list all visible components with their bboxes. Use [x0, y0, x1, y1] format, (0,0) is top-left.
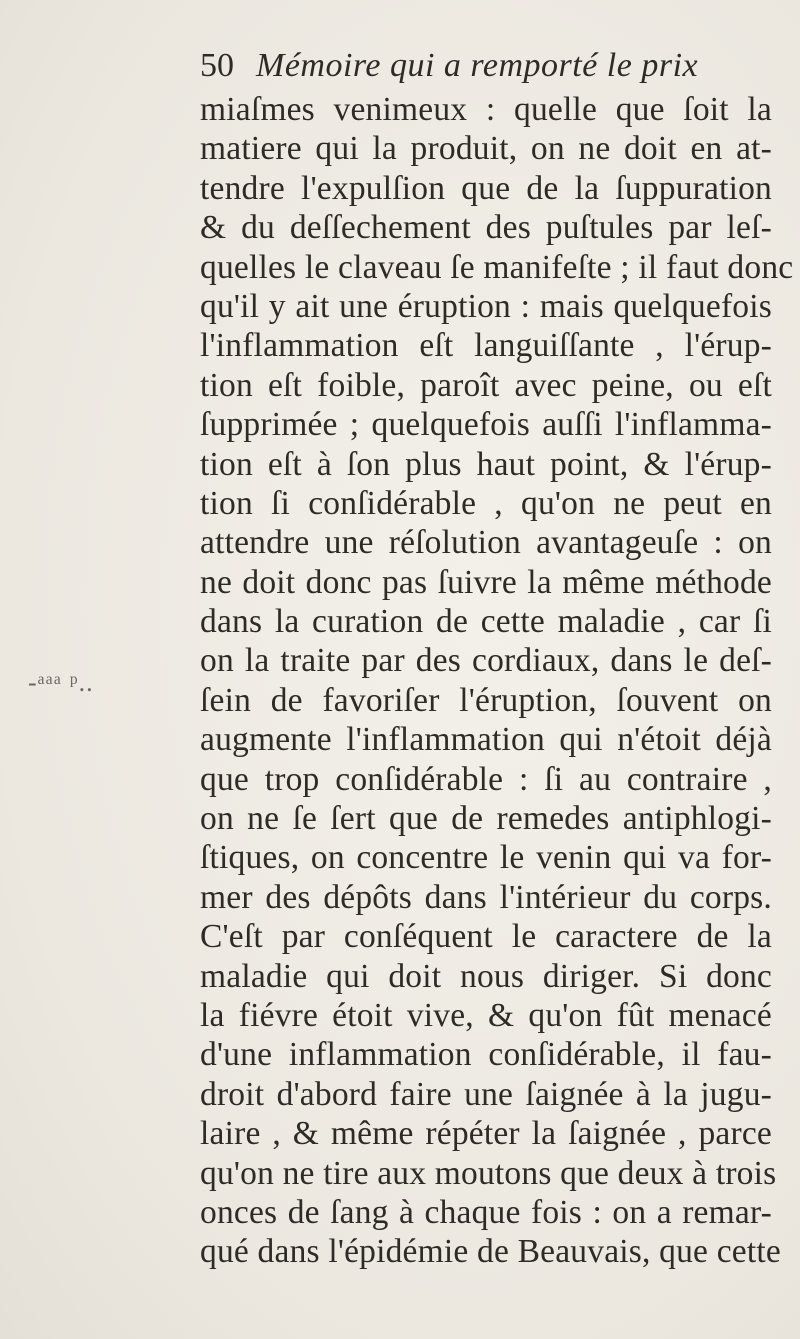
text-line: laire , & même répéter la ſaignée , parce — [200, 1115, 772, 1153]
text-line: que trop conſidérable : ſi au contraire , — [200, 760, 772, 798]
text-line: attendre une réſolution avantageuſe : on — [200, 524, 772, 562]
text-line: ne doit donc pas ſuivre la même méthode — [200, 563, 772, 601]
margin-annotation: -ᵃᵃᵃ ᵖ.. — [28, 668, 94, 697]
text-line: d'une inflammation conſidérable, il fau- — [200, 1036, 772, 1074]
text-line: tion eſt foible, paroît avec peine, ou eſt — [200, 366, 772, 404]
text-line: matiere qui la produit, on ne doit en at- — [200, 130, 772, 168]
text-line: miaſmes venimeux : quelle que ſoit la — [200, 91, 772, 128]
text-line: onces de ſang à chaque fois : on a remar- — [200, 1193, 772, 1231]
text-line: qu'on ne tire aux moutons que deux à trois — [200, 1154, 777, 1192]
page-header — [200, 40, 770, 92]
text-line: tendre l'expulſion que de la ſuppuration — [200, 169, 772, 207]
text-line: la fiévre étoit vive, & qu'on fût menacé — [200, 996, 772, 1034]
text-line: mer des dépôts dans l'intérieur du corps. — [200, 878, 772, 916]
text-line: C'eſt par conſéquent le caractere de la — [200, 918, 772, 956]
text-line: qu'il y ait une éruption : mais quelquefois — [200, 287, 772, 325]
text-line: ſein de favoriſer l'éruption, ſouvent on — [200, 681, 772, 719]
text-line: tion ſi conſidérable , qu'on ne peut en — [200, 484, 772, 522]
text-line: on ne ſe ſert que de remedes antiphlogi- — [200, 800, 772, 838]
text-line: ſtiques, on concentre le venin qui va for- — [200, 839, 772, 877]
text-line: on la traite par des cordiaux, dans le deſ- — [200, 642, 772, 680]
page-number: 50 — [200, 47, 234, 84]
text-line: quelles le claveau ſe manifeſte ; il faut donc — [200, 248, 794, 286]
text-line: l'inflammation eſt languiſſante , l'érup- — [200, 327, 772, 365]
text-line: maladie qui doit nous diriger. Si donc — [200, 957, 772, 995]
text-line: ſupprimée ; quelquefois auſſi l'inflamma- — [200, 406, 772, 444]
text-line: droit d'abord faire une ſaignée à la jugu- — [200, 1075, 772, 1113]
text-line: & du deſſechement des puſtules par leſ- — [200, 209, 772, 247]
text-line: dans la curation de cette maladie , car ſi — [200, 603, 772, 641]
text-line: tion eſt à ſon plus haut point, & l'érup- — [200, 445, 772, 483]
running-title: Mémoire qui a remporté le prix — [256, 47, 699, 84]
text-line: augmente l'inflammation qui n'étoit déjà — [200, 721, 772, 759]
body-text — [200, 90, 794, 1272]
text-line: qué dans l'épidémie de Beauvais, que cette — [200, 1233, 781, 1271]
